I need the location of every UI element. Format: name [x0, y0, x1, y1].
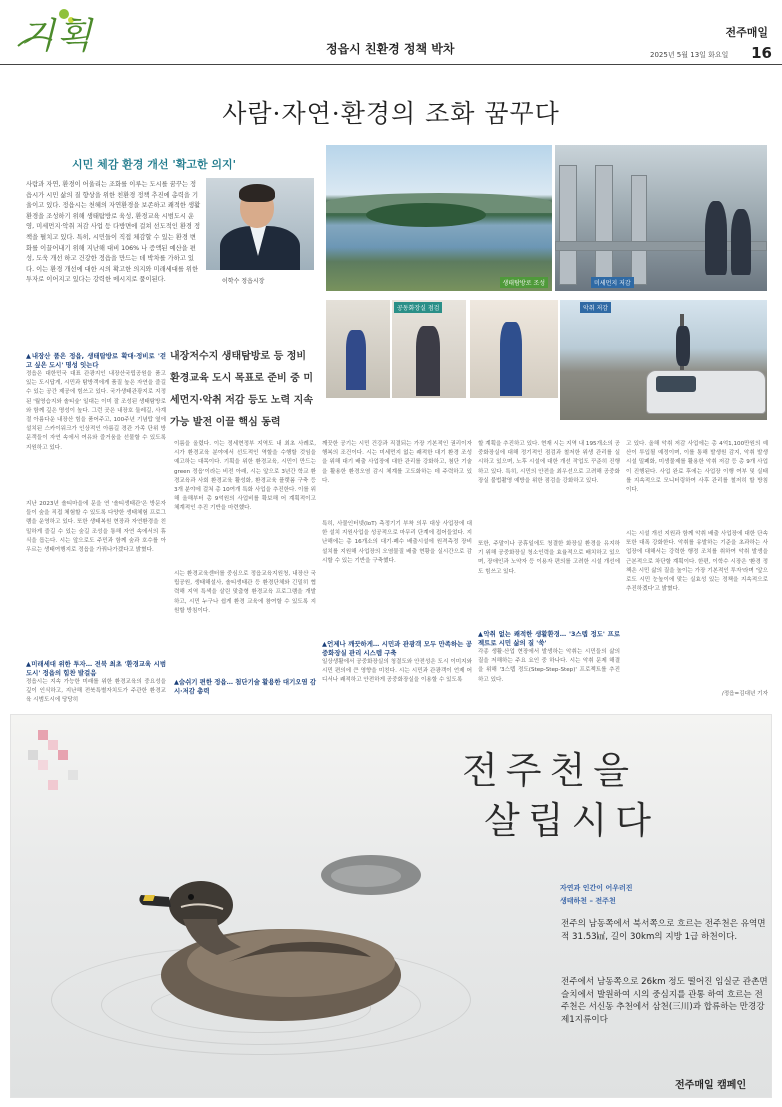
campaign-paragraph-1: 전주의 남동쪽에서 북서쪽으로 흐르는 전주천은 유역면적 31.53㎢, 길이 30km의 지방 1급 하천이다.: [561, 919, 766, 942]
column-text: 일상생활에서 공중화장실의 청결도와 안전성은 도시 이미지와 시민 편의에 큰 영향을 미친다. 시는 시민과 관광객이 언제 어디서나 쾌적하고 안전하게 공중화장실을 이용할 수 있도록: [322, 659, 472, 684]
photo-tag-lake: 생태탐방로 조성: [500, 277, 548, 288]
column-heading: ▲내장산 품은 정읍, 생태탐방로 확대·정비로 '걷고 싶은 도시' 명성 잇는다: [26, 352, 166, 369]
column-4-continued: [478, 540, 620, 577]
column-text: 할 계획을 추진하고 있다. 현재 시는 지역 내 195개소의 공중화장실에 대해 정기적인 점검과 철저한 위생 관리를 실시하고 있으며, 노후 시설에 대한 개선 작업도 꾸준히 진행하고 있다. 특히, 시민의 안전을 최우선으로 고려해 공중화장실 불법촬영 예방을 위한 점검을 강화하고 있다.: [478, 441, 620, 484]
campaign-title-line2: 살립시다: [484, 799, 659, 842]
column-heading: ▲숨쉬기 편한 정읍… 첨단기술 활용한 대기오염 감시·저감 총력: [174, 678, 316, 695]
column-3-continued: [322, 520, 472, 566]
section-title: 정읍시 친환경 정책 박차: [326, 42, 455, 56]
duck-illustration: [121, 835, 421, 1035]
intro-subtitle: 시민 체감 환경 개선 '확고한 의지': [72, 158, 237, 171]
column-text: 또한, 주말이나 공휴일에도 청결한 화장실 환경을 유지하기 위해 공중화장실 청소인력을 효율적으로 배치하고 있으며, 장애인과 노약자 등 이용자 편의를 고려한 시설 개선에도 힘쓰고 있다.: [478, 541, 620, 575]
column-text: 깨끗한 공기는 시민 건강과 직결되는 가장 기본적인 권리이자 행복의 조건이다. 시는 미세먼지 없는 쾌적한 대기 환경 조성을 위해 대기 배출 사업장에 대한 관리를 강화하고, 첨단 기술을 활용한 환경오염 감시 체계를 고도화하는 데 주력하고 있다.: [322, 441, 472, 484]
column-5-continued: [626, 530, 768, 594]
lake-photo: [326, 145, 552, 291]
column-heading: ▲악취 없는 쾌적한 생활환경… '3스텝 정도' 프로젝트로 시민 삶의 질 '쑥': [478, 630, 620, 647]
headline: 사람·자연·환경의 조화 꿈꾸다: [222, 99, 560, 128]
column-heading: ▲미래세대 위한 투자… 전북 최초 '환경교육 시범도시' 정읍의 힘찬 발걸음: [26, 660, 166, 677]
pull-quote: 내장저수지 생태탐방로 등 정비 환경교육 도시 목표로 준비 중 미세먼지·악취 저감 등도 노력 지속가능 발전 이끌 핵심 동력: [170, 351, 313, 428]
page-number: 16: [751, 44, 772, 62]
paper-name: 전주매일: [725, 26, 768, 39]
column-1: [26, 352, 166, 453]
column-text: 시는 환경교육센터를 중심으로 정읍교육지원청, 내장산 국립공원, 생태해설사, 솔티생태관 등 환경단체와 긴밀히 협력해 지역 특색을 살린 맞춤형 환경교육 프로그램을 개발하고, 시민 누구나 쉽게 환경 교육에 참여할 수 있도록 지원할 방침이다.: [174, 571, 316, 614]
column-3: [322, 440, 472, 486]
inspection-photo-2: [470, 300, 558, 398]
intro-paragraph: 사람과 자연, 환경이 어울리는 조화를 이루는 도시를 꿈꾸는 정읍시가 시민 삶의 질 향상을 위한 친환경 정책 추진에 총력을 기울이고 있다. 정읍시는 천혜의 자연환경을 보존하고 쾌적한 생활환경을 조성하기 위해 생태탐방로 육성, 환경교육 시범도시 운영, 미세먼지·악취 저감 사업 등 다방면에 걸쳐 선도적인 환경 정책을 펼치고 있다. 특히, 시민들이 직접 체감할 수 있는 환경 변화를 이끌어내기 위해 지난해 대비 106% 나 증액된 예산을 편성, 도욱 개선 하고 건강한 정읍을 만드는 데 박차를 가하고 있다. 이는 환경 개선에 대한 시의 확고한 의지와 미래세대를 위한 투자로 이어지고 있다는 강력한 메시지로 풀이된다.: [26, 181, 201, 284]
column-text: 고 있다. 올해 악취 저감 사업에는 총 4억1,100만원의 예산이 투입될 예정이며, 이를 통해 발생원 감지, 악취 발생 시설 밀폐화, 미생물제를 활용한 악취 저감 등 총 9개 사업이 진행된다. 사업 완료 후에는 사업장 이행 여부 및 실태를 지속적으로 모니터링하여 사후 관리를 철저히 할 방침이다.: [626, 441, 768, 494]
portrait-caption: 이학수 정읍시장: [222, 278, 265, 285]
facility-photo: [326, 300, 390, 398]
photo-tag-office: 공동화장실 점검: [394, 302, 442, 313]
column-2-section: [174, 678, 316, 696]
column-text: 정읍시는 지속 가능한 미래를 위한 환경교육의 중요성을 깊이 인식하고, 지난해 전북특별자치도가 주관한 환경교육 시범도시에 당당히: [26, 679, 166, 704]
byline-text: /정읍=김대년 기자: [721, 691, 768, 697]
column-1-section-2: [26, 660, 166, 706]
column-4: [478, 440, 620, 486]
toilet-inspection-photo: [392, 300, 466, 398]
campaign-paragraph-2: 전주에서 남동쪽으로 26km 정도 떨어진 임실군 관촌면 슬치에서 발원하여 시의 중심지를 관통 하여 흐르는 전주천은 서신동 추천에서 삼천(三川)과 합류하는 만경강 제1지류이다: [561, 977, 768, 1025]
column-text: 각종 생활·산업 현장에서 발생하는 악취는 시민들의 삶의 질을 저해하는 주요 요인 중 하나다. 시는 악취 문제 해결을 위해 '3스텝 정도(Step-Step-Step)' 프로젝트를 추진하고 있다.: [478, 649, 620, 683]
pixel-pattern-icon: [18, 720, 98, 800]
column-2: [174, 440, 316, 514]
column-text: 지난 2023년 솔티마을에 문을 연 '솔티생태관'은 방문자들이 숲을 직접 체험할 수 있도록 다양한 생태체험 프로그램을 운영하고 있다. 또한 생태복원 현장과 자연환경을 친밀하게 즐길 수 있는 숲길 조성을 통해 자연 속에서의 휴식을 돕는다. 시는 앞으로도 주민과 함께 숲과 호수를 아우르는 생태여행지로 정읍을 가꿔나가겠다고 밝혔다.: [26, 501, 166, 554]
column-heading: ▲언제나 깨끗하게… 시민과 관광객 모두 만족하는 공중화장실 관리 시스템 구축: [322, 640, 472, 657]
photo-tag-pipe: 미세먼지 저감: [591, 277, 634, 288]
odor-reduction-photo: [560, 300, 767, 420]
pipe-photo: [555, 145, 767, 291]
section-logo: 기획: [20, 16, 94, 57]
issue-date: 2025년 5월 13일 화요일: [650, 51, 729, 59]
column-text: 시는 시설 개선 지원과 함께 악취 배출 사업장에 대한 단속 또한 대폭 강화한다. 악취를 유발하는 기준을 초과하는 사업장에 대해서는 강력한 행정 조치를 취하여 악취 발생을 근본적으로 차단할 계획이다. 한편, 이학수 시장은 '환경 정책은 시민 삶의 질을 높이는 가장 기본적인 투자'라며 '앞으로도 시민 눈높이에 맞는 실효성 있는 정책을 지속적으로 추진하겠다'고 밝혔다.: [626, 531, 768, 593]
campaign-brand: 전주매일 캠페인: [675, 1080, 747, 1091]
photo-tag-cars: 악취 저감: [580, 302, 611, 313]
column-5: [626, 440, 768, 495]
column-2-continued: [174, 570, 316, 616]
header-rule: [0, 64, 782, 65]
masthead: [0, 0, 782, 66]
column-text: 정읍은 대한민국 대표 관광지인 내장산국립공원을 품고 있는 도시답게, 시민과 탐방객에게 품질 높은 자연을 즐길 수 있는 공간 제공에 힘쓰고 있다. 국가생태관광지로 지정된 '월영습지와 솔티숲' 일대는 이미 잘 조성된 생태탐방로와 함께 깊은 명성이 높다. 그런 곳은 내장호 둘레길, 사계절 아름다운 내장산 힘을 품어주고, 100주년 기념탑 옆에 설치된 스카이워크가 인상적인 아름길 경관 가족 단위 방문객들이 자연 속에서 여유와 즐거움을 선물할 수 있도록 지원하고 있다.: [26, 371, 166, 451]
column-text: 이름을 올렸다. 이는 정세현정부 지역도 내 최초 사례로, 시가 환경교육 분야에서 선도적인 역할을 수행할 것임을 예고하는 대목이다. 기획을 위한 환경교육, 시민이 만드는 green 정읍'이라는 비전 아래, 시는 앞으로 3년간 학교 환경교육과 사회 환경교육 활성화, 환경교육 플랫폼 구축 등 3개 분야에 걸쳐 총 10여개 특화 사업을 추진한다. 이를 위해 올해부터 총 9억원의 사업비를 확보해 어 계획적이고 체계적인 추진 기반을 마련했다.: [174, 441, 316, 512]
column-3-section: [322, 640, 472, 686]
column-4-section: [478, 630, 620, 685]
campaign-title-line1: 전주천을: [462, 749, 637, 792]
mayor-portrait: [206, 178, 314, 270]
campaign-subtitle-2: 생태하천 – 전주천: [560, 897, 616, 905]
campaign-subtitle-1: 자연과 인간이 어우러진: [560, 884, 633, 892]
byline: [626, 690, 768, 699]
campaign-ad: [10, 714, 772, 1098]
column-1-continued: [26, 500, 166, 555]
column-text: 특히, 사물인터넷(IoT) 측정기기 부착 의무 대상 사업장에 대한 설치 지원사업을 성공적으로 마무리 단계에 접어들었다. 지난해에는 총 16개소의 대기·폐수 배출시설에 원격측정 장비 설치를 지원해 사업장의 오염물질 배출 현황을 실시간으로 감시할 수 있는 기반을 구축했다.: [322, 521, 472, 564]
